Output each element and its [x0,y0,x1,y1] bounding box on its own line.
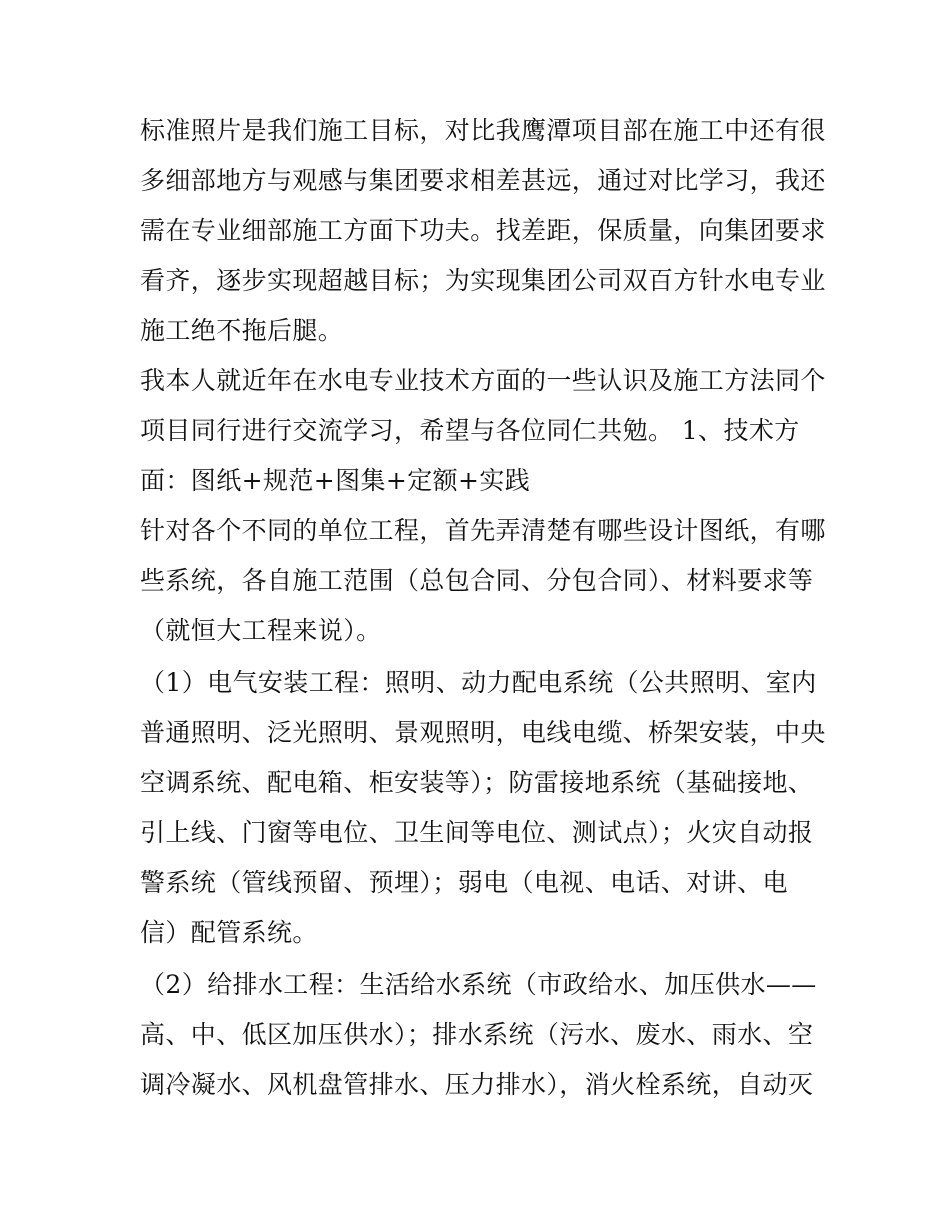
text-line: 调冷凝水、风机盘管排水、压力排水），消火栓系统，自动灭 [140,1070,814,1099]
text-line: 面：图纸+规范+图集+定额+实践 [140,466,531,495]
text-line: 标准照片是我们施工目标，对比我鹰潭项目部在施工中还有很 [140,116,826,145]
text-line: （2）给排水工程：生活给水系统（市政给水、加压供水—— [140,970,817,999]
paragraph-5 [140,960,830,1110]
text-line: 我本人就近年在水电专业技术方面的一些认识及施工方法同个 [140,366,826,395]
text-line: （就恒大工程来说）。 [140,616,382,645]
text-line: （1）电气安装工程：照明、动力配电系统（公共照明、室内 [140,668,817,697]
text-line: 针对各个不同的单位工程，首先弄清楚有哪些设计图纸，有哪 [140,516,826,545]
text-line: 需在专业细部施工方面下功夫。找差距，保质量，向集团要求 [140,216,826,245]
text-line: 信）配管系统。 [140,918,318,947]
text-line: 施工绝不拖后腿。 [140,316,344,345]
text-line: 普通照明、泛光照明、景观照明，电线电缆、桥架安装，中央 [140,718,826,747]
document-body [140,106,830,1110]
text-line: 项目同行进行交流学习，希望与各位同仁共勉。 1、技术方 [140,416,800,445]
paragraph-3 [140,506,830,656]
text-line: 些系统，各自施工范围（总包合同、分包合同）、材料要求等 [140,566,814,595]
paragraph-1 [140,106,830,356]
paragraph-4 [140,658,830,958]
text-line: 多细部地方与观感与集团要求相差甚远，通过对比学习，我还 [140,166,826,195]
text-line: 警系统（管线预留、预埋）；弱电（电视、电话、对讲、电 [140,868,788,897]
text-line: 高、中、低区加压供水）；排水系统（污水、废水、雨水、空 [140,1020,814,1049]
text-line: 看齐，逐步实现超越目标；为实现集团公司双百方针水电专业 [140,266,826,295]
text-line: 引上线、门窗等电位、卫生间等电位、测试点）；火灾自动报 [140,818,814,847]
text-line: 空调系统、配电箱、柜安装等）；防雷接地系统（基础接地、 [140,768,814,797]
paragraph-2 [140,356,830,506]
